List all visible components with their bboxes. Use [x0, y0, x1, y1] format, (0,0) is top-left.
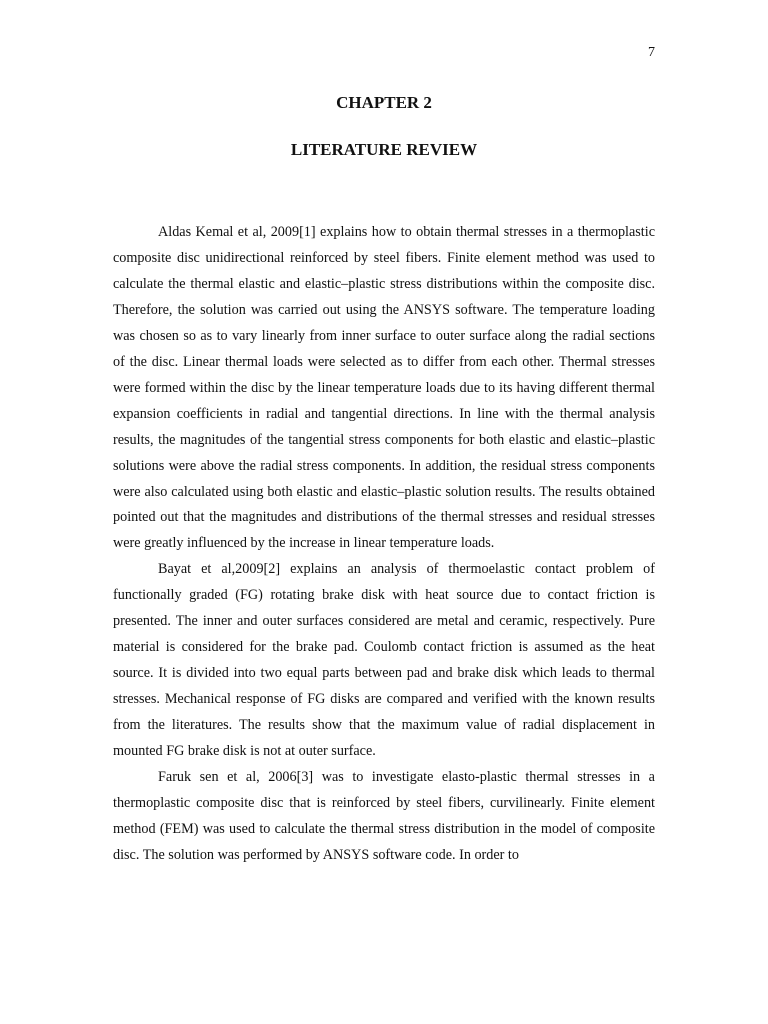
paragraph-faruk-sen: Faruk sen et al, 2006[3] was to investigate elasto-plastic thermal stresses in a thermoplastic composite disc that is reinforced by steel fibers, curvilinearly. Finite element method (FEM) was used to calculate the thermal stress distribution in the model of composite disc. The solution was performed by ANSYS software code. In order to [113, 769, 655, 863]
paragraph-aldas-kemal: Aldas Kemal et al, 2009[1] explains how to obtain thermal stresses in a thermoplastic composite disc unidirectional reinforced by steel fibers. Finite element method was used to calculate the thermal elastic and elastic–plastic stress distributions within the composite disc. Therefore, the solution was carried out using the ANSYS software. The temperature loading was chosen so as to vary linearly from inner surface to outer surface along the radial sections of the disc. Linear thermal loads were selected as to differ from each other. Thermal stresses were formed within the disc by the linear temperature loads due to its having different thermal expansion coefficients in radial and tangential directions. In line with the thermal analysis results, the magnitudes of the tangential stress components for both elastic and elastic–plastic solutions were above the radial stress components. In addition, the residual stress components were also calculated using both elastic and elastic–plastic solution results. The results obtained pointed out that the magnitudes and distributions of the thermal stresses and residual stresses were greatly influenced by the increase in linear temperature loads. [113, 224, 655, 552]
chapter-title: LITERATURE REVIEW [290, 140, 478, 159]
paragraph-bayat: Bayat et al,2009[2] explains an analysis of thermoelastic contact problem of functionally graded (FG) rotating brake disk with heat source due to contact friction is presented. The inner and outer surfaces considered are metal and ceramic, respectively. Pure material is considered for the brake pad. Coulomb contact friction is assumed as the heat source. It is divided into two equal parts between pad and brake disk which leads to thermal stresses. Mechanical response of FG disks are compared and verified with the known results from the literatures. The results show that the maximum value of radial displacement in mounted FG brake disk is not at outer surface. [113, 561, 655, 760]
page-number: 7 [648, 45, 655, 60]
chapter-heading: CHAPTER 2 [336, 93, 432, 112]
body-text [113, 220, 655, 869]
